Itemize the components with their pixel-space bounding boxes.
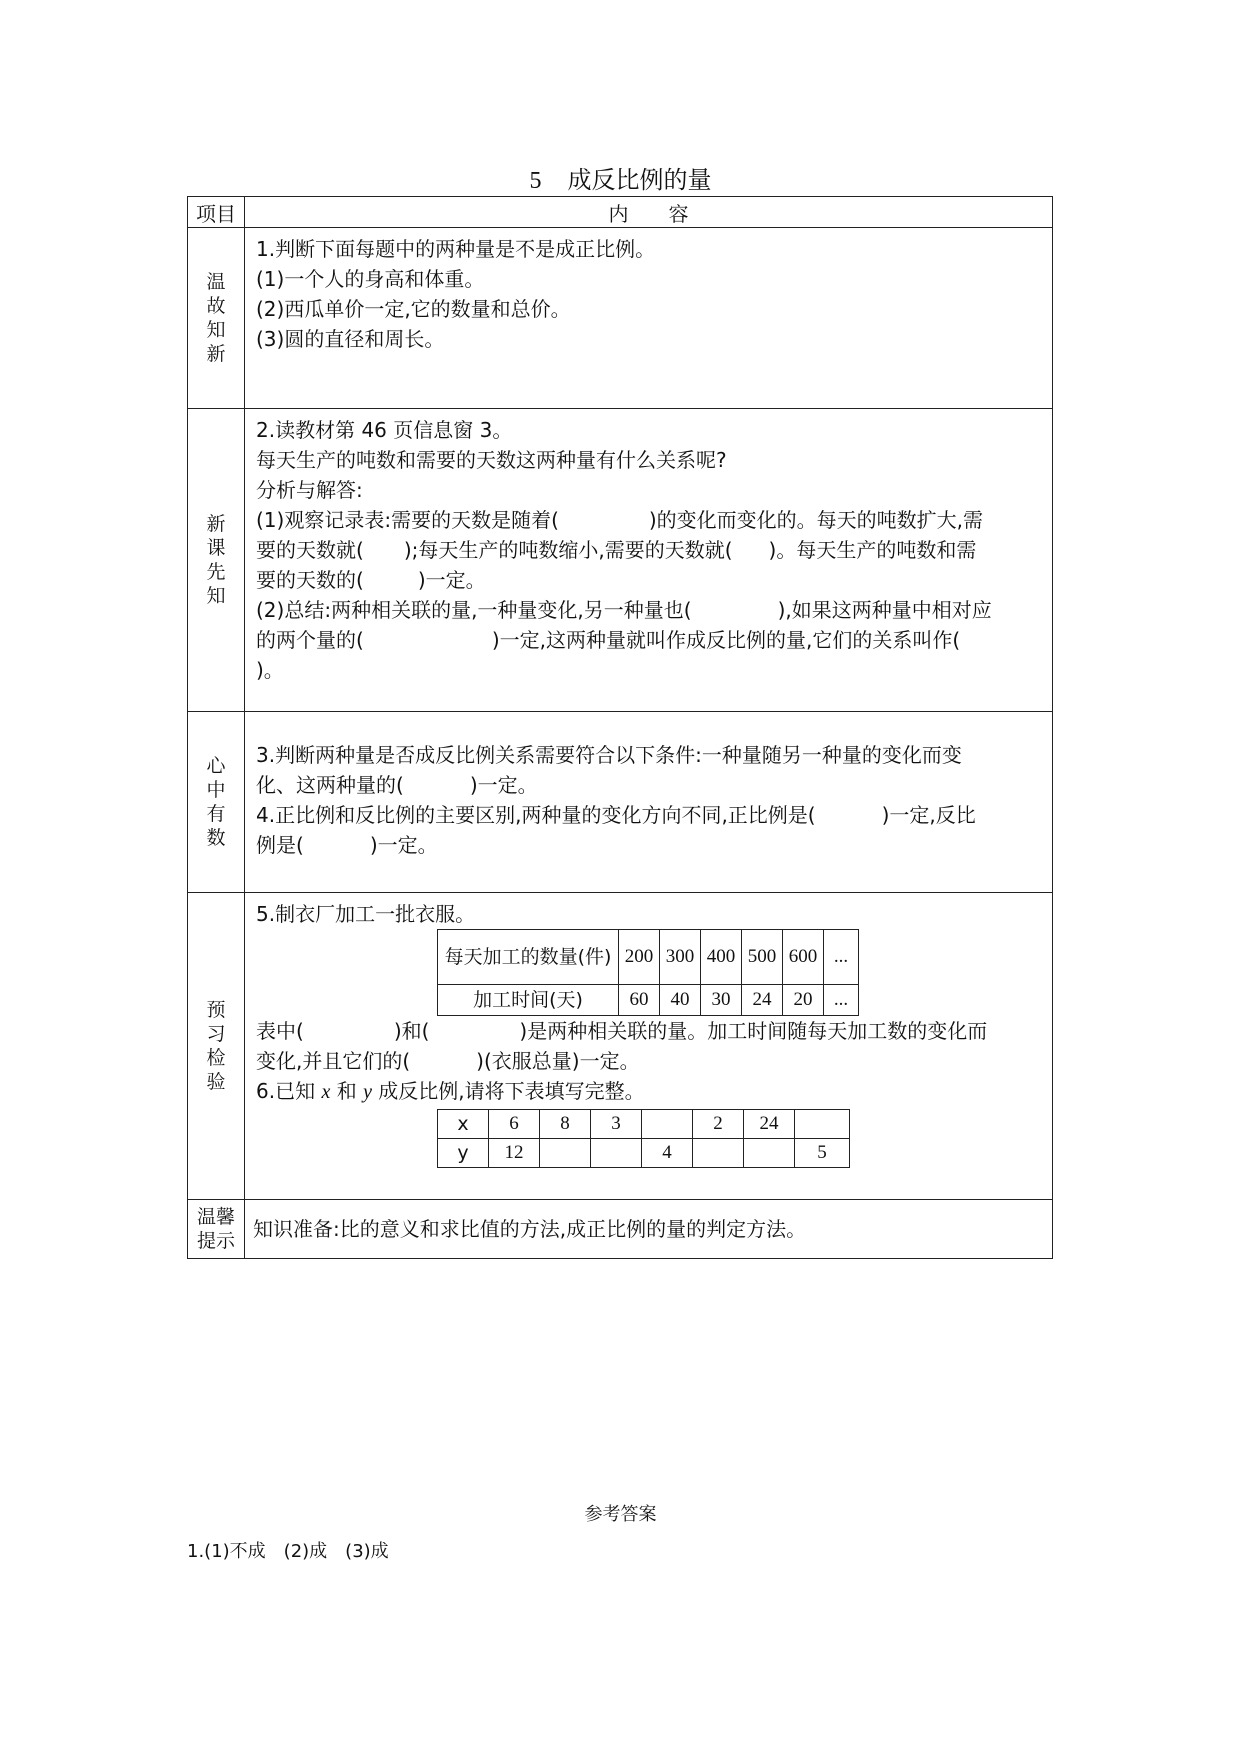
table-cell[interactable] (795, 1110, 850, 1139)
table-row (438, 930, 859, 985)
table-cell[interactable]: 3 (591, 1110, 642, 1139)
worksheet-table (187, 196, 1053, 1259)
table-cell: 24 (742, 985, 783, 1016)
var-y: y (363, 1081, 372, 1103)
table-header-cell: 每天加工的数量(件) (438, 930, 619, 985)
table-cell: 60 (619, 985, 660, 1016)
table-cell: 300 (660, 930, 701, 985)
review-q1-1: (1)一个人的身高和体重。 (256, 267, 485, 291)
preview-q2: 2.读教材第 46 页信息窗 3。 (256, 418, 513, 442)
table-cell: ... (824, 930, 859, 985)
table-header-cell: y (438, 1139, 489, 1168)
table-cell[interactable]: 5 (795, 1139, 850, 1168)
title-number: 5 (529, 168, 542, 194)
header-row (188, 197, 1053, 228)
check-q5-text: 表中( )和( )是两种相关联的量。加工时间随每天加工数的变化而 变化,并且它们的( )(衣服总量)一定。 (256, 1019, 988, 1073)
production-table (437, 929, 859, 1016)
title-text: 成反比例的量 (567, 166, 712, 194)
section-preview (188, 409, 1053, 712)
review-q1-2: (2)西瓜单价一定,它的数量和总价。 (256, 297, 571, 321)
answers-line: 1.(1)不成 (2)成 (3)成 (187, 1541, 389, 1562)
table-cell: 40 (660, 985, 701, 1016)
section-mind (188, 712, 1053, 893)
table-cell[interactable] (540, 1139, 591, 1168)
table-cell: 30 (701, 985, 742, 1016)
mind-q3: 3.判断两种量是否成反比例关系需要符合以下条件:一种量随另一种量的变化而变 化、这两种量的( )一定。 (256, 743, 962, 797)
section-label-check: 预习检验 (206, 999, 226, 1093)
preview-part1: (1)观察记录表:需要的天数是随着( )的变化而变化的。每天的吨数扩大,需 要的天数就( );每天生产的吨数缩小,需要的天数就( )。每天生产的吨数和需 要的天数的( )一定。 (256, 508, 984, 592)
table-cell[interactable] (693, 1139, 744, 1168)
table-row (438, 1110, 850, 1139)
table-cell[interactable]: 12 (489, 1139, 540, 1168)
section-label-preview: 新课先知 (206, 513, 226, 607)
table-cell: 500 (742, 930, 783, 985)
table-cell: 400 (701, 930, 742, 985)
header-content: 内 容 (245, 197, 1053, 228)
table-row (438, 1139, 850, 1168)
review-q1: 1.判断下面每题中的两种量是不是成正比例。 (256, 237, 656, 261)
section-label-tips: 温馨 提示 (196, 1206, 235, 1252)
check-q6: 6.已知 x 和 y 成反比例,请将下表填写完整。 (256, 1079, 645, 1103)
header-item: 项目 (188, 197, 245, 228)
table-cell: 200 (619, 930, 660, 985)
check-q5: 5.制衣厂加工一批衣服。 (256, 902, 476, 926)
table-cell[interactable]: 8 (540, 1110, 591, 1139)
answers-title: 参考答案 (584, 1504, 657, 1525)
inverse-table (437, 1109, 850, 1168)
table-header-cell: x (438, 1110, 489, 1139)
section-review (188, 228, 1053, 409)
section-label-review: 温故知新 (206, 271, 226, 365)
table-cell: 600 (783, 930, 824, 985)
table-row (438, 985, 859, 1016)
section-check (188, 893, 1053, 1200)
table-cell[interactable] (591, 1139, 642, 1168)
table-cell[interactable]: 6 (489, 1110, 540, 1139)
table-cell: ... (824, 985, 859, 1016)
table-cell[interactable]: 4 (642, 1139, 693, 1168)
preview-part2: (2)总结:两种相关联的量,一种量变化,另一种量也( ),如果这两种量中相对应 的两个量的( )一定,这两种量就叫作成反比例的量,它们的关系叫作( )。 (256, 598, 992, 682)
preview-analysis: 分析与解答: (256, 478, 363, 502)
review-q1-3: (3)圆的直径和周长。 (256, 327, 445, 351)
table-cell[interactable]: 24 (744, 1110, 795, 1139)
table-header-cell: 加工时间(天) (438, 985, 619, 1016)
table-cell[interactable] (642, 1110, 693, 1139)
page-title (0, 160, 1241, 195)
table-cell: 20 (783, 985, 824, 1016)
var-x: x (321, 1081, 331, 1103)
section-label-mind: 心中有数 (206, 755, 226, 849)
mind-q4: 4.正比例和反比例的主要区别,两种量的变化方向不同,正比例是( )一定,反比 例是( )一定。 (256, 803, 976, 857)
preview-question: 每天生产的吨数和需要的天数这两种量有什么关系呢? (256, 448, 727, 472)
section-tips (188, 1200, 1053, 1259)
tips-text: 知识准备:比的意义和求比值的方法,成正比例的量的判定方法。 (245, 1200, 1053, 1259)
table-cell[interactable] (744, 1139, 795, 1168)
table-cell[interactable]: 2 (693, 1110, 744, 1139)
